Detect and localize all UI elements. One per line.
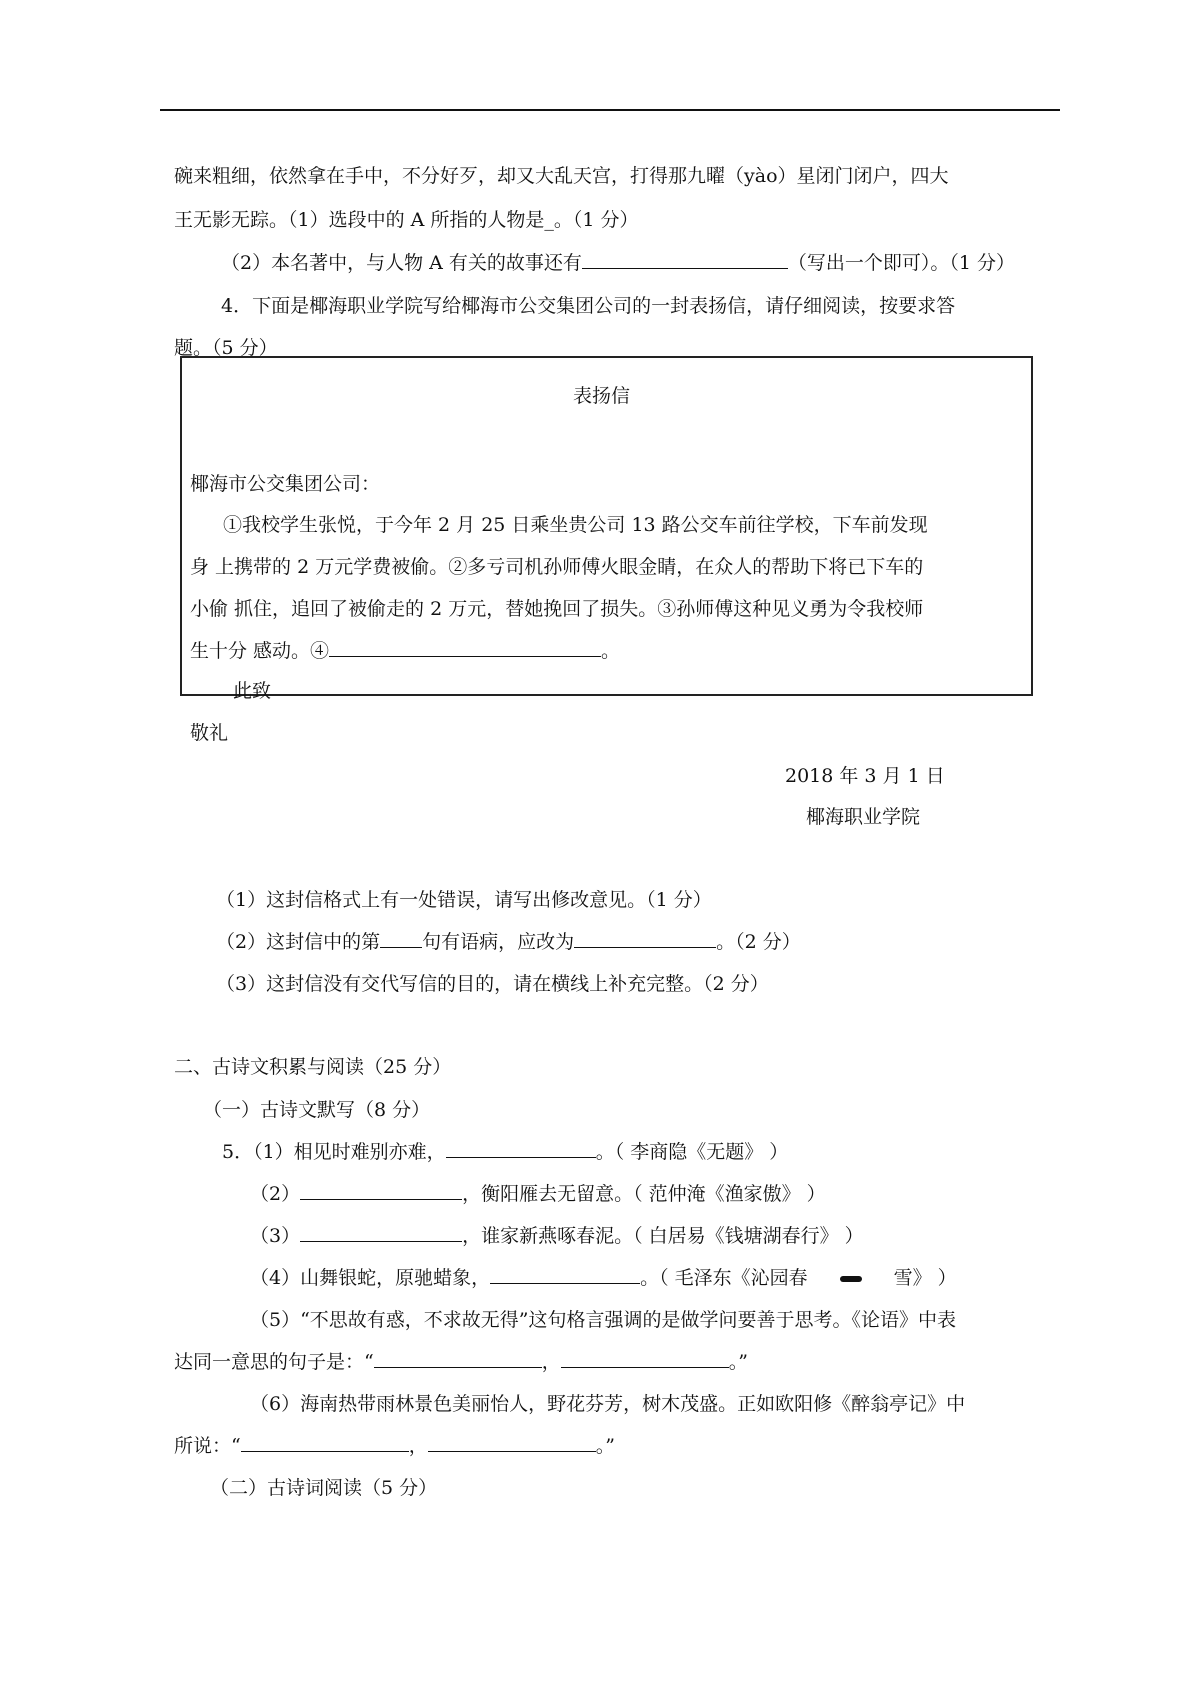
letter-body-line2: 身 上携带的 2 万元学费被偷。②多亏司机孙师傅火眼金睛，在众人的帮助下将已下车的 — [190, 556, 924, 578]
q3-2-prefix: （2）本名著中，与人物 A 有关的故事还有 — [221, 252, 582, 274]
q5-3-suffix: ，谁家新燕啄春泥。（ 白居易《钱塘湖春行》 ） — [462, 1225, 864, 1247]
q4-sub-3: （3）这封信没有交代写信的目的，请在横线上补充完整。（2 分） — [216, 973, 769, 995]
letter-body-line4 — [190, 636, 620, 663]
q4-sub2-c: 。（2 分） — [716, 931, 801, 953]
q3-subquestion-2 — [221, 248, 1015, 275]
q4-sub2-a: （2）这封信中的第 — [216, 931, 381, 953]
answer-blank[interactable] — [374, 1349, 542, 1368]
q3-line1: 碗来粗细，依然拿在手中，不分好歹，却又大乱天宫，打得那九曜（yào）星闭门闭户，四大 — [174, 165, 949, 187]
header-rule — [160, 109, 1060, 111]
letter-body4-prefix: 生十分 感动。④ — [190, 640, 330, 662]
q5-2-suffix: ，衡阳雁去无留意。（ 范仲淹《渔家傲》 ） — [462, 1183, 826, 1205]
q5-5-prefix: 达同一意思的句子是：“ — [174, 1351, 374, 1373]
q4-sub-2 — [216, 927, 801, 954]
answer-blank[interactable] — [446, 1139, 596, 1158]
q5-2-prefix: （2） — [250, 1183, 301, 1205]
q5-1-prefix: 5．（1）相见时难别亦难， — [222, 1141, 446, 1163]
q5-5-comma: ， — [541, 1351, 561, 1373]
q3-line2: 王无影无踪。（1）选段中的 A 所指的人物是_。（1 分） — [174, 209, 639, 231]
letter-body4-suffix: 。 — [601, 640, 621, 662]
letter-date: 2018 年 3 月 1 日 — [785, 765, 945, 787]
q5-6-comma: ， — [408, 1435, 428, 1457]
q4-line1: 4．下面是椰海职业学院写给椰海市公交集团公司的一封表扬信，请仔细阅读，按要求答 — [221, 295, 956, 317]
q5-4 — [250, 1263, 957, 1290]
letter-body-line1: ①我校学生张悦，于今年 2 月 25 日乘坐贵公司 13 路公交车前往学校，下车前发现 — [223, 514, 928, 536]
q5-6-prefix: 所说：“ — [174, 1435, 241, 1457]
answer-blank[interactable] — [241, 1433, 409, 1452]
q5-3 — [250, 1221, 864, 1248]
q3-2-suffix: （写出一个即可）。（1 分） — [787, 252, 1016, 274]
q5-5-line1: （5）“不思故有惑，不求故无得”这句格言强调的是做学问要善于思考。《论语》中表 — [250, 1309, 957, 1331]
letter-closing-2: 敬礼 — [190, 722, 229, 744]
answer-blank[interactable] — [380, 929, 422, 948]
answer-blank[interactable] — [582, 250, 788, 269]
q5-1 — [222, 1137, 788, 1164]
q5-6-line2 — [174, 1431, 615, 1458]
letter-closing-1: 此致 — [233, 680, 272, 702]
q4-sub2-b: 句有语病，应改为 — [422, 931, 575, 953]
q5-6-suffix: 。” — [595, 1435, 615, 1457]
letter-body-line3: 小偷 抓住，追回了被偷走的 2 万元，替她挽回了损失。③孙师傅这种见义勇为令我校师 — [190, 598, 924, 620]
part-heading-1: （一）古诗文默写（8 分） — [203, 1099, 431, 1121]
letter-sender: 椰海职业学院 — [806, 806, 921, 828]
answer-blank[interactable] — [300, 1223, 462, 1242]
q5-5-line2 — [174, 1347, 748, 1374]
q4-line2: 题。（5 分） — [174, 337, 278, 359]
answer-blank[interactable] — [329, 638, 601, 657]
answer-blank[interactable] — [428, 1433, 596, 1452]
q5-2 — [250, 1179, 826, 1206]
part-heading-2: （二）古诗词阅读（5 分） — [210, 1477, 438, 1499]
answer-blank[interactable] — [561, 1349, 729, 1368]
answer-blank[interactable] — [574, 929, 716, 948]
answer-blank[interactable] — [300, 1181, 462, 1200]
q5-4-suffix: 。（ 毛泽东《沁园春 — [640, 1267, 808, 1289]
section-heading: 二、古诗文积累与阅读（25 分） — [174, 1056, 452, 1078]
q5-5-suffix: 。” — [728, 1351, 748, 1373]
q5-4-tail: 雪》 ） — [893, 1267, 957, 1289]
letter-title: 表扬信 — [573, 385, 631, 407]
q4-sub-1: （1）这封信格式上有一处错误，请写出修改意见。（1 分） — [216, 889, 712, 911]
letter-salutation: 椰海市公交集团公司： — [190, 473, 381, 495]
q5-1-suffix: 。（ 李商隐《无题》 ） — [595, 1141, 789, 1163]
answer-blank[interactable] — [490, 1265, 640, 1284]
q5-4-prefix: （4）山舞银蛇，原驰蜡象， — [250, 1267, 491, 1289]
q5-6-line1: （6）海南热带雨林景色美丽怡人，野花芬芳，树木茂盛。正如欧阳修《醉翁亭记》中 — [250, 1393, 966, 1415]
q5-3-prefix: （3） — [250, 1225, 301, 1247]
dash-mark — [840, 1276, 862, 1282]
